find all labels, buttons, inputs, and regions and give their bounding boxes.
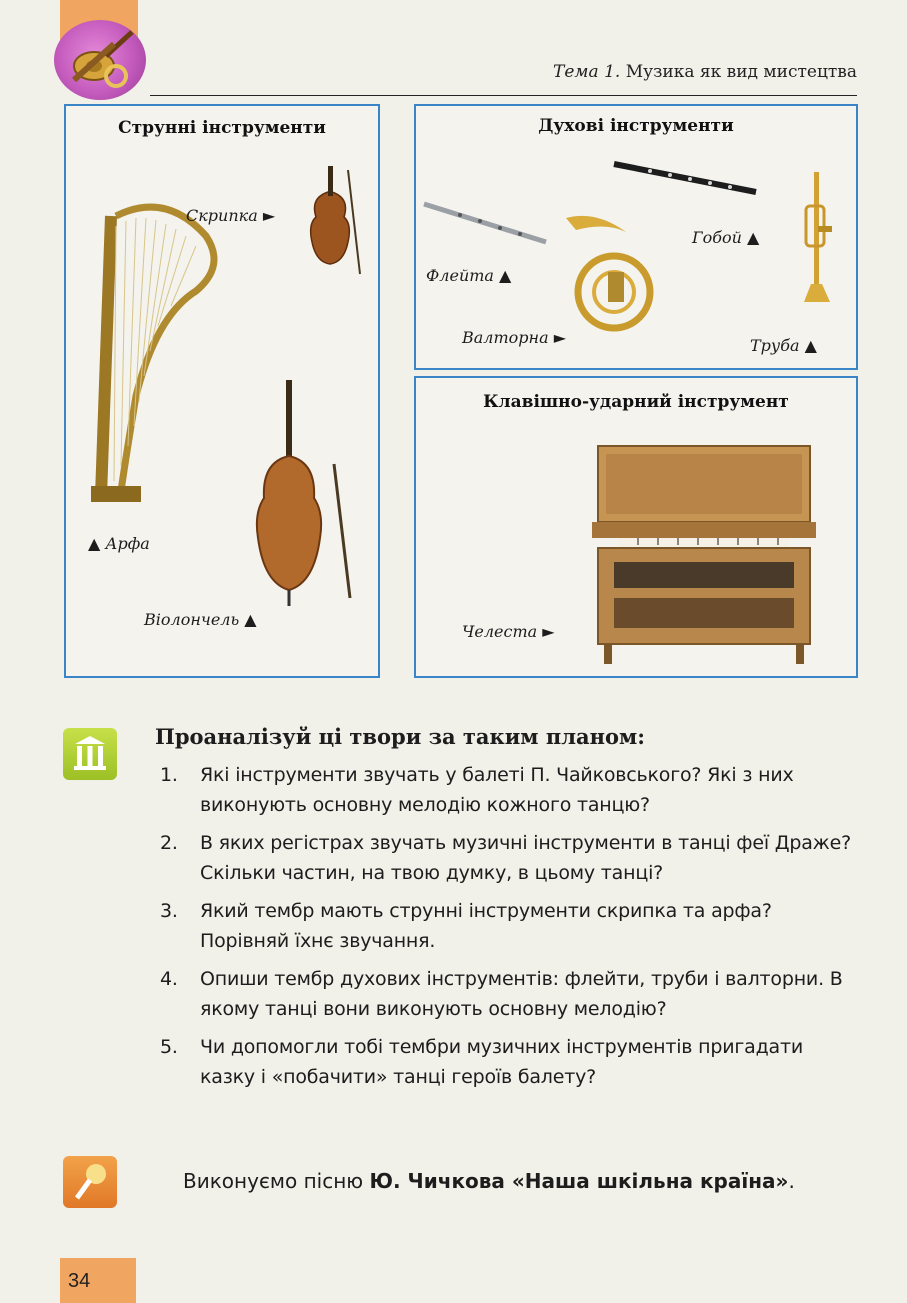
violin-label: Скрипка ►: [186, 206, 276, 225]
topic-label: Тема 1.: [553, 62, 621, 82]
flute-image: [420, 198, 550, 248]
french-horn-label: Валторна ►: [462, 328, 566, 347]
trumpet-label: Труба ▲: [750, 336, 817, 355]
header-divider: [150, 95, 857, 96]
keyboard-panel: [414, 376, 858, 678]
question-list: [150, 760, 860, 1100]
song-title: Ю. Чичкова «Наша шкільна країна»: [369, 1169, 789, 1193]
winds-panel-title: Духові інструменти: [538, 116, 734, 136]
celesta-label: Челеста ►: [462, 622, 555, 641]
celesta-image: [588, 442, 820, 666]
harp-image: [76, 196, 236, 516]
question-item: 3. Який тембр мають струнні інструменти скрипка та арфа? Порівняй їхнє звучання.: [160, 900, 772, 952]
keyboard-panel-title: Клавішно-ударний інструмент: [483, 392, 789, 412]
page-number: 34: [68, 1270, 91, 1292]
french-horn-image: [556, 212, 656, 342]
question-item: 5. Чи допомогли тобі тембри музичних інструментів пригадати казку і «побачити» танці героїв балету?: [160, 1036, 803, 1088]
strings-panel-title: Струнні інструменти: [118, 118, 326, 138]
winds-panel: [414, 104, 858, 370]
music-emblem-icon: [54, 20, 146, 100]
strings-panel: [64, 104, 380, 678]
song-line: Виконуємо пісню Ю. Чичкова «Наша шкільна країна».: [183, 1169, 795, 1193]
microphone-icon: [63, 1156, 117, 1208]
topic-line: [150, 62, 857, 82]
question-item: 4. Опиши тембр духових інструментів: флейти, труби і валторни. В якому танці вони виконують основну мелодію?: [160, 968, 843, 1020]
question-item: 2. В яких регістрах звучать музичні інструменти в танці феї Драже? Скільки частин, на твою думку, в цьому танці?: [160, 832, 851, 884]
flute-label: Флейта ▲: [426, 266, 512, 285]
harp-label: ▲ Арфа: [88, 534, 150, 553]
topic-title: Музика як вид мистецтва: [625, 62, 857, 82]
cello-image: [242, 378, 362, 608]
violin-image: [298, 162, 368, 282]
task-heading: Проаналізуй ці твори за таким планом:: [155, 724, 645, 749]
trumpet-image: [796, 166, 842, 326]
oboe-label: Гобой ▲: [692, 228, 760, 247]
oboe-image: [610, 158, 760, 202]
question-item: 1. Які інструменти звучать у балеті П. Чайковського? Які з них виконують основну мелодію кожного танцю?: [160, 764, 794, 816]
cello-label: Віолончель ▲: [144, 610, 257, 629]
analysis-temple-icon: [63, 728, 117, 780]
